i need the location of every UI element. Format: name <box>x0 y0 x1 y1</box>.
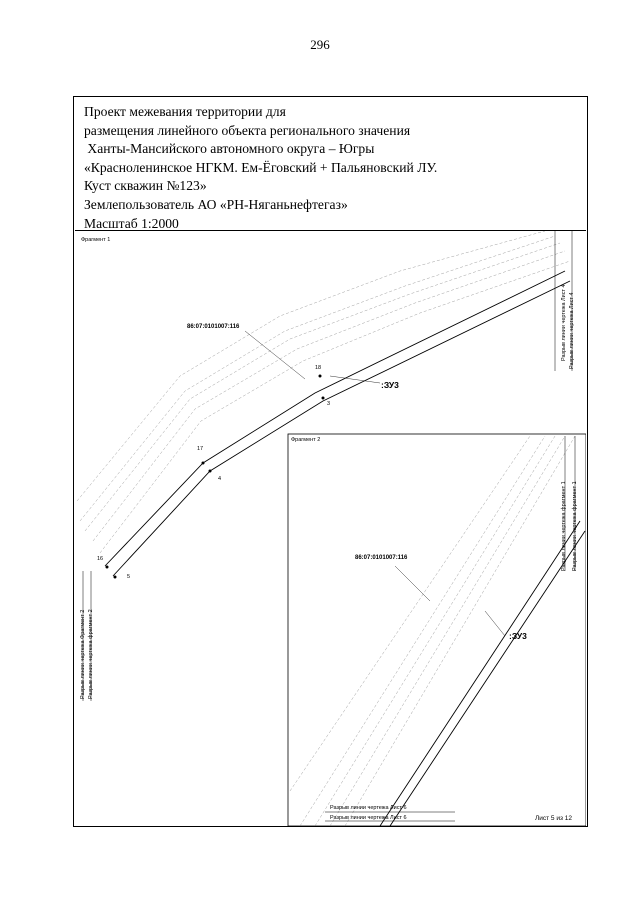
fragment2-break-label: Разрыв линии чертежа Лист 6 <box>330 805 407 811</box>
fragment2-break-label: Разрыв линии чертежа Лист 6 <box>330 815 407 821</box>
fragment1-cadastral-number: 86:07:0101007:116 <box>187 324 240 330</box>
fragment1-title: Фрагмент 1 <box>81 237 111 243</box>
fragment2-title: Фрагмент 2 <box>291 437 321 443</box>
fragment2-break-label: Разрыв линии чертежа фрагмент 1 <box>561 481 567 571</box>
map-area <box>75 230 586 826</box>
point-label: 18 <box>315 365 322 371</box>
scale-line: Масштаб 1:2000 <box>84 215 179 231</box>
point-label: 4 <box>218 476 222 482</box>
title-line: Проект межевания территории для <box>84 104 286 119</box>
fragment1-break-label: Разрыв линии чертежа Фрагмент 2 <box>80 609 86 699</box>
title-line: «Красноленинское НГКМ. Ем-Ёговский + Пальяновский ЛУ. <box>84 159 438 175</box>
title-line: размещения линейного объекта регионального значения <box>84 122 411 138</box>
point-label: 17 <box>197 446 204 452</box>
fragment2-cadastral-number: 86:07:0101007:116 <box>355 555 408 561</box>
fragment1-break-label: Разрыв линии чертежа фрагмент 2 <box>88 609 94 699</box>
fragment1-zone-label: :ЗУ3 <box>381 380 399 390</box>
title-line: Землепользователь АО «РН-Няганьнефтегаз» <box>84 196 348 212</box>
fragment1-break-label: Разрыв линии чертежа Лист 4 <box>569 292 575 369</box>
map-drawing <box>75 231 586 826</box>
point-label: 3 <box>327 401 331 407</box>
drawing-title-block <box>84 103 437 233</box>
point-label: 16 <box>97 556 104 562</box>
fragment2-zone-label: :ЗУ3 <box>509 631 527 641</box>
sheet-number: Лист 5 из 12 <box>535 815 572 822</box>
fragment1-break-label: Разрыв линии чертежа Лист 4 <box>561 284 567 361</box>
page-number: 296 <box>310 37 330 52</box>
title-line: Куст скважин №123» <box>84 178 207 194</box>
title-line: Ханты-Мансийского автономного округа – Югры <box>84 141 375 157</box>
fragment2-break-label: Разрыв линии чертежа фрагмент 1 <box>572 481 578 571</box>
point-label: 5 <box>127 574 131 580</box>
fragment1-leaders <box>245 331 380 383</box>
